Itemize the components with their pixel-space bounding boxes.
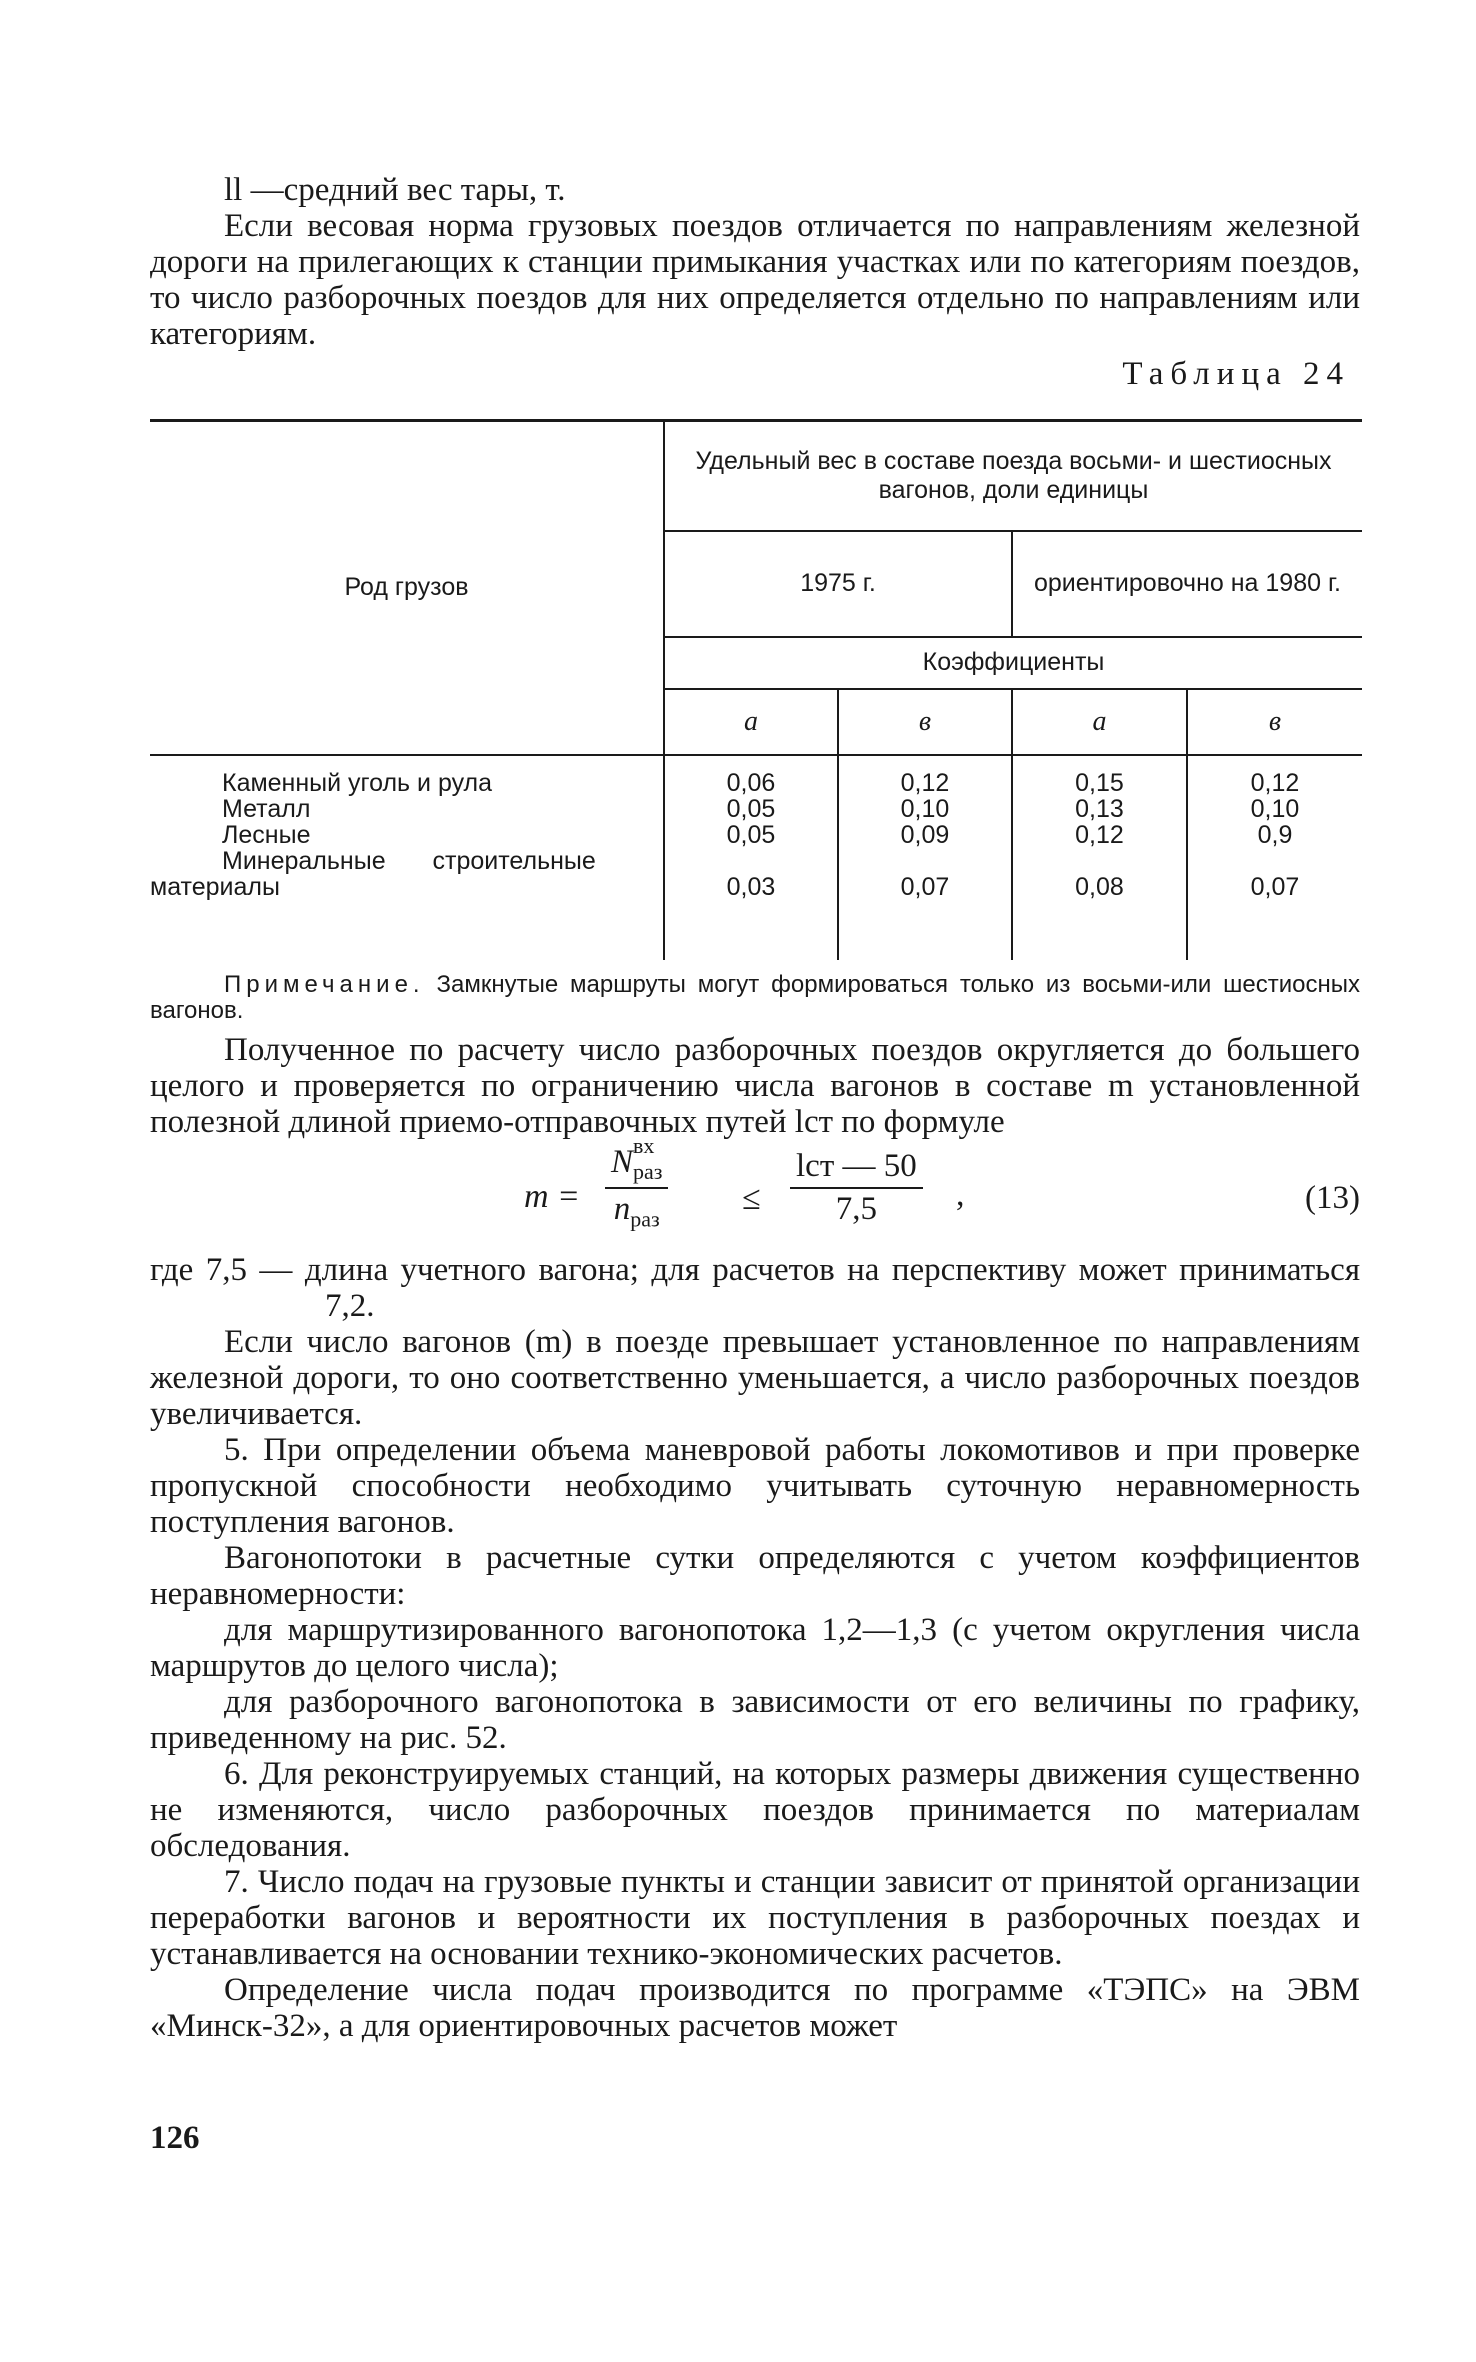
header-cargo-type: Род грузов	[150, 421, 664, 755]
formula-13	[150, 1133, 1360, 1252]
paragraph-last: Определение числа подач производится по программе «ТЭПС» на ЭВМ «Минск-32», а для ориентировочных расчетов может	[150, 1971, 1360, 2044]
formula-comma: ,	[956, 1175, 965, 1213]
formula-denominator-left: $n_{раз}$	[613, 1191, 660, 1232]
table-cell: 0,03	[726, 872, 776, 901]
note-label: Примечание.	[224, 970, 425, 998]
table-cell: 0,05	[726, 794, 776, 823]
table-cell: 0,05	[726, 820, 776, 849]
table-cell: 0,9	[1257, 820, 1293, 849]
page-number: 126	[150, 2120, 200, 2156]
values-b-1975	[838, 755, 1012, 960]
cargo-coefficients-table	[150, 419, 1362, 960]
coef-b-1980: в	[1187, 689, 1362, 755]
formula-fraction-left	[605, 1133, 668, 1233]
header-share-group: Удельный вес в составе поезда восьми- и шестиосных вагонов, доли единицы	[664, 421, 1362, 531]
table-cell: 0,07	[900, 872, 950, 901]
table-cell: 0,07	[1250, 872, 1300, 901]
page-content	[150, 172, 1360, 2044]
paragraph-route-flow: для маршрутизированного вагонопотока 1,2—1,3 (с учетом округления числа маршрутов до целого числа);	[150, 1611, 1360, 1684]
cargo-names-column	[150, 755, 664, 960]
cargo-name: Металл	[222, 794, 311, 823]
values-a-1975	[664, 755, 838, 960]
header-coefficients: Коэффициенты	[664, 637, 1362, 689]
formula-denominator-right: 7,5	[835, 1190, 877, 1227]
note-text: Замкнутые маршруты могут формироваться только из восьми-или шестиосных вагонов.	[150, 970, 1360, 1024]
paragraph-rounding: Полученное по расчету число разборочных поездов округляется до большего целого и проверяется по ограничению числа вагонов в составе m установленной полезной длиной приемо-отправочных путей lст по формуле	[150, 1031, 1360, 1140]
cargo-name: Минеральные строительные	[222, 846, 596, 875]
table-cell: 0,08	[1075, 872, 1124, 901]
coef-a-1975: a	[664, 689, 838, 755]
table-cell: 0,12	[1075, 820, 1124, 849]
paragraph-item-7: 7. Число подач на грузовые пункты и станции зависит от принятой организации переработки вагонов и вероятности их поступления в разборочных поездах и устанавливается на основании технико-экономических расчетов.	[150, 1863, 1360, 1972]
formula-relation: ≤	[742, 1179, 761, 1217]
table-caption: Таблица 24	[1122, 356, 1350, 392]
cargo-name: Каменный уголь и рула	[222, 768, 493, 797]
table-cell: 0,10	[900, 794, 950, 823]
paragraph-item-5: 5. При определении объема маневровой работы локомотивов и при проверке пропускной способности необходимо учитывать суточную неравномерность поступления вагонов.	[150, 1431, 1360, 1540]
header-year-1980: ориентировочно на 1980 г.	[1012, 531, 1362, 637]
cargo-name: материалы	[150, 872, 280, 901]
paragraph-excess: Если число вагонов (m) в поезде превышает установленное по направлениям железной дороги, то оно соответственно уменьшается, а число разборочных поездов увеличивается.	[150, 1323, 1360, 1432]
table-cell: 0,10	[1250, 794, 1300, 823]
formula-numerator-right: lст — 50	[790, 1148, 923, 1189]
table-cell: 0,09	[900, 820, 950, 849]
coef-a-1980: a	[1012, 689, 1187, 755]
coef-b-1975: в	[838, 689, 1012, 755]
equation-number: (13)	[1305, 1179, 1360, 1216]
values-a-1980	[1012, 755, 1187, 960]
formula-lhs: m =	[524, 1177, 580, 1215]
cargo-name: Лесные	[222, 820, 311, 849]
paragraph-sort-flow: для разборочного вагонопотока в зависимости от его величины по графику, приведенному на рис. 52.	[150, 1683, 1360, 1756]
table-cell: 0,15	[1075, 768, 1124, 797]
tare-definition: ll —средний вес тары, т.	[224, 172, 566, 208]
table-cell: 0,13	[1075, 794, 1124, 823]
table-cell: 0,06	[726, 768, 776, 797]
formula-numerator-left: N $_{вх раз}$	[605, 1144, 668, 1190]
paragraph-weight-norm: Если весовая норма грузовых поездов отличается по направлениям железной дороги на прилегающих к станции примыкания участках или по категориям поездов, то число разборочных поездов для них определяется отдельно по направлениям или категориям.	[150, 208, 1360, 352]
header-year-1975: 1975 г.	[664, 531, 1012, 637]
paragraph-flows: Вагонопотоки в расчетные сутки определяются с учетом коэффициентов неравномерности:	[150, 1539, 1360, 1612]
paragraph-item-6: 6. Для реконструируемых станций, на которых размеры движения существенно не изменяются, число разборочных поездов принимается по материалам обследования.	[150, 1755, 1360, 1864]
values-b-1980	[1187, 755, 1362, 960]
table-note	[150, 972, 1360, 1024]
paragraph-where: где 7,5 — длина учетного вагона; для расчетов на перспективу может приниматься 7,2.	[150, 1251, 1360, 1324]
table-cell: 0,12	[900, 768, 950, 797]
table-cell: 0,12	[1250, 768, 1300, 797]
formula-fraction-right	[790, 1148, 923, 1228]
